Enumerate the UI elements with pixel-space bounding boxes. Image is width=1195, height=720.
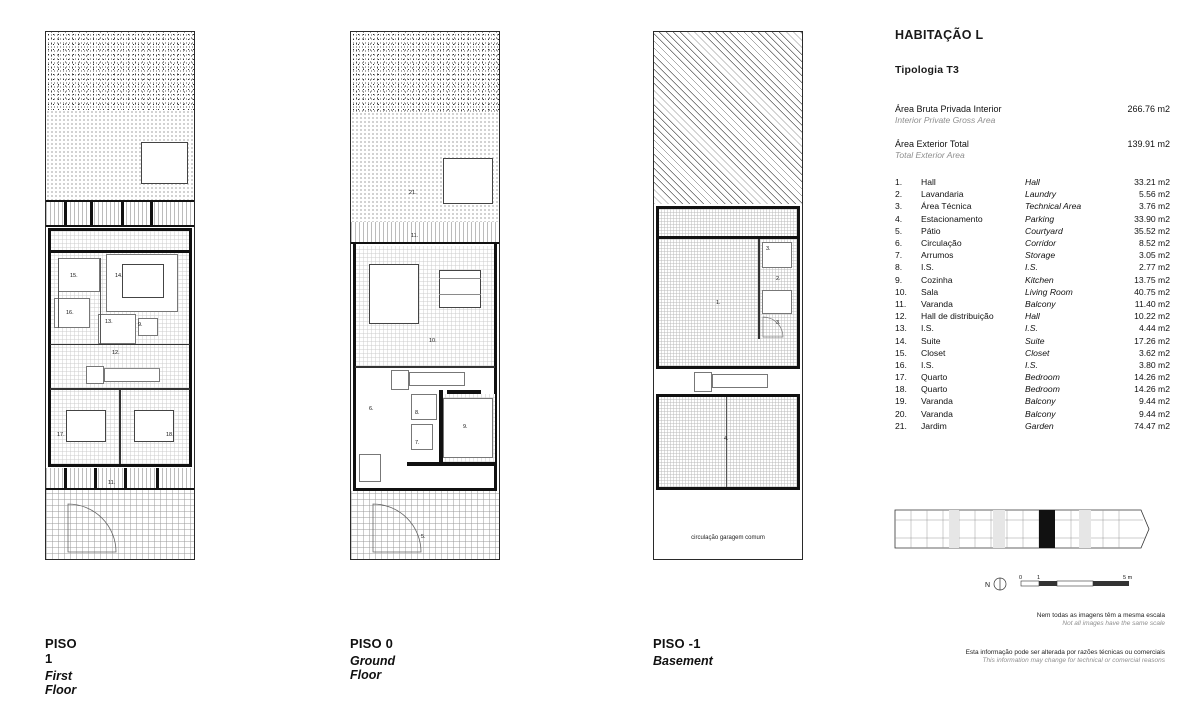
- summary-label-pt: Área Bruta Privada Interior: [895, 104, 1002, 114]
- summary-label-en: Total Exterior Area: [895, 150, 965, 160]
- wall: [407, 462, 495, 466]
- room-area: 9.44 m2: [1138, 396, 1170, 407]
- room-index: 7.: [895, 250, 903, 261]
- room-index: 9.: [895, 274, 903, 285]
- garden-structure: [443, 158, 493, 204]
- room-index: 6.: [895, 238, 903, 249]
- room-wc: [411, 394, 437, 420]
- room-name-en: I.S.: [1025, 323, 1038, 334]
- wall: [121, 202, 124, 225]
- table-row: [895, 371, 1170, 383]
- summary-value: 266.76 m2: [1127, 104, 1170, 114]
- wall: [656, 397, 659, 489]
- plan-drawing-ground-floor: [350, 31, 500, 560]
- room-number: 3.: [766, 246, 771, 252]
- room-index: 20.: [895, 408, 907, 419]
- room-area: 3.05 m2: [1138, 250, 1170, 261]
- room-name-pt: Quarto: [921, 384, 948, 395]
- room-area: 8.52 m2: [1138, 238, 1170, 249]
- wall: [156, 468, 159, 489]
- wall: [48, 250, 192, 253]
- balcony-11: [46, 468, 194, 490]
- summary-value: 139.91 m2: [1127, 139, 1170, 149]
- door-swing-icon: [371, 502, 423, 554]
- room-area: 5.56 m2: [1138, 189, 1170, 200]
- room-number: 7.: [415, 440, 420, 446]
- room-area: 3.62 m2: [1138, 347, 1170, 358]
- basement-note: circulação garagem comum: [691, 535, 765, 541]
- wall: [189, 230, 192, 466]
- wall: [90, 202, 93, 225]
- dining-table: [439, 270, 481, 308]
- tree-texture: [351, 32, 499, 112]
- room-name-pt: Circulação: [921, 238, 962, 249]
- room-name-pt: Varanda: [921, 408, 953, 419]
- room-name-pt: Varanda: [921, 298, 953, 309]
- table-row: [895, 249, 1170, 261]
- room-name-pt: Jardim: [921, 420, 947, 431]
- room-name-pt: Suite: [921, 335, 941, 346]
- tree-texture: [46, 32, 194, 110]
- room-name-pt: Varanda: [921, 396, 953, 407]
- room-index: 13.: [895, 323, 907, 334]
- wall: [656, 366, 800, 369]
- wall: [119, 388, 121, 464]
- room-area: 14.26 m2: [1134, 384, 1170, 395]
- hatched-area: [654, 32, 802, 204]
- room-name-en: Courtyard: [1025, 225, 1063, 236]
- balcony-11: [351, 222, 499, 244]
- table-row: [895, 225, 1170, 237]
- stair: [104, 368, 160, 382]
- room-name-en: Parking: [1025, 213, 1055, 224]
- stair: [409, 372, 465, 386]
- room-name-pt: Estacionamento: [921, 213, 983, 224]
- wall: [797, 397, 800, 489]
- table-row: [895, 395, 1170, 407]
- room-number: 18.: [166, 432, 174, 438]
- room-number: 11.: [411, 233, 419, 239]
- room-name-en: I.S.: [1025, 262, 1038, 273]
- footnotes: [893, 612, 1165, 664]
- room-bathroom-13: [98, 314, 136, 344]
- wall: [46, 200, 194, 202]
- room-name-pt: Sala: [921, 286, 939, 297]
- room-index: 5.: [895, 225, 903, 236]
- note-disclaimer-en: This information may change for technical or comercial reasons: [982, 657, 1165, 664]
- room-area: 4.44 m2: [1138, 323, 1170, 334]
- room-number: 13.: [105, 319, 113, 325]
- room-name-pt: Pátio: [921, 225, 941, 236]
- room-number: 3.: [776, 320, 781, 326]
- room-number: 17.: [57, 432, 65, 438]
- table-row: [895, 383, 1170, 395]
- room-name-en: Technical Area: [1025, 201, 1082, 212]
- room-name-pt: Hall: [921, 177, 936, 188]
- wall: [797, 209, 800, 366]
- summary-row-interior-area: [895, 104, 1170, 125]
- room-index: 8.: [895, 262, 903, 273]
- room-index: 14.: [895, 335, 907, 346]
- wall: [656, 209, 659, 366]
- table-row: [895, 334, 1170, 346]
- room-index: 17.: [895, 372, 907, 383]
- site-key-plan-svg: [893, 502, 1151, 555]
- room-area: 33.21 m2: [1134, 177, 1170, 188]
- bed: [122, 264, 164, 298]
- door-swing-icon: [762, 316, 784, 338]
- room-index: 4.: [895, 213, 903, 224]
- room-index: 21.: [895, 420, 907, 431]
- typology-subtitle: Tipologia T3: [895, 64, 960, 76]
- wall: [46, 225, 194, 227]
- room-area: 3.80 m2: [1138, 359, 1170, 370]
- summary-label-pt: Área Exterior Total: [895, 139, 969, 149]
- room-number: 5.: [421, 534, 426, 540]
- room-name-en: Bedroom: [1025, 384, 1060, 395]
- plan-label-pt: PISO 0: [350, 636, 394, 651]
- room-name-pt: Closet: [921, 347, 946, 358]
- stair-landing: [86, 366, 104, 384]
- table-row: [895, 274, 1170, 286]
- wall: [355, 366, 495, 368]
- sofa-group: [369, 264, 419, 324]
- table-line: [439, 278, 481, 279]
- room-name-en: Laundry: [1025, 189, 1057, 200]
- partition: [58, 258, 59, 328]
- door-swing-icon: [66, 502, 118, 554]
- stair-landing: [694, 372, 712, 392]
- note-scale: [893, 612, 1165, 627]
- room-name-pt: I.S.: [921, 262, 934, 273]
- plan-label-en: First Floor: [45, 669, 77, 697]
- table-row: [895, 322, 1170, 334]
- room-area: 17.26 m2: [1134, 335, 1170, 346]
- entry: [359, 454, 381, 482]
- room-number: 10.: [429, 338, 437, 344]
- wall: [353, 244, 356, 492]
- balcony-19: [46, 202, 194, 226]
- plan-label-pt: PISO -1: [653, 636, 701, 651]
- plan-drawing-basement: [653, 31, 803, 560]
- room-name-pt: Cozinha: [921, 274, 953, 285]
- wall: [656, 236, 800, 239]
- page-title: HABITAÇÃO L: [895, 28, 984, 42]
- room-area: 40.75 m2: [1134, 286, 1170, 297]
- wall: [50, 344, 190, 345]
- room-name-pt: Hall de distribuição: [921, 311, 994, 322]
- room-number: 6.: [369, 406, 374, 412]
- scale-tick-0: 0: [1019, 575, 1023, 581]
- table-row: [895, 188, 1170, 200]
- note-scale-pt: Nem todas as imagens têm a mesma escala: [1036, 612, 1165, 619]
- room-name-en: Living Room: [1025, 286, 1073, 297]
- wall: [656, 487, 800, 490]
- wall: [124, 468, 127, 489]
- garden-structure: [141, 142, 188, 184]
- room-number: 1.: [716, 300, 721, 306]
- parking-divider: [726, 397, 727, 487]
- plan-drawing-first-floor: [45, 31, 195, 560]
- caption-basement: [653, 636, 713, 668]
- room-index: 1.: [895, 177, 903, 188]
- plan-label-en: Basement: [653, 654, 713, 668]
- room-number: 8.: [415, 410, 420, 416]
- room-number: 21.: [409, 190, 417, 196]
- partition: [100, 258, 101, 344]
- room-area: 14.26 m2: [1134, 372, 1170, 383]
- wall: [439, 390, 443, 464]
- room-name-en: Bedroom: [1025, 372, 1060, 383]
- wall: [48, 228, 192, 231]
- caption-first-floor: [45, 636, 77, 697]
- room-name-en: Balcony: [1025, 396, 1056, 407]
- room-area: 33.90 m2: [1134, 213, 1170, 224]
- wall: [150, 202, 153, 225]
- table-row: [895, 286, 1170, 298]
- wall: [94, 468, 97, 489]
- room-name-en: Hall: [1025, 177, 1040, 188]
- room-name-en: Garden: [1025, 420, 1054, 431]
- stair-landing: [391, 370, 409, 390]
- wall: [351, 242, 499, 244]
- room-name-pt: I.S.: [921, 359, 934, 370]
- stair-line: [104, 368, 160, 369]
- room-index: 19.: [895, 396, 907, 407]
- room-area: 10.22 m2: [1134, 311, 1170, 322]
- room-name-en: I.S.: [1025, 359, 1038, 370]
- table-row: [895, 200, 1170, 212]
- note-disclaimer-pt: Esta informação pode ser alterada por razões técnicas ou comerciais: [965, 649, 1165, 656]
- room-name-en: Balcony: [1025, 298, 1056, 309]
- scale-bar-svg: [985, 575, 1165, 597]
- table-row: [895, 420, 1170, 432]
- room-number: 9.: [463, 424, 468, 430]
- basement-floor: [658, 209, 798, 366]
- room-index: 3.: [895, 201, 903, 212]
- stair: [712, 374, 768, 388]
- plan-label-pt: PISO 1: [45, 636, 77, 666]
- table-row: [895, 237, 1170, 249]
- table-row: [895, 298, 1170, 310]
- room-name-en: Storage: [1025, 250, 1056, 261]
- room-name-pt: I.S.: [921, 323, 934, 334]
- caption-ground-floor: [350, 636, 395, 682]
- table-row: [895, 310, 1170, 322]
- room-name-pt: Lavandaria: [921, 189, 964, 200]
- room-number: 16.: [66, 310, 74, 316]
- room-area: 11.40 m2: [1134, 298, 1170, 309]
- room-name-pt: Área Técnica: [921, 201, 972, 212]
- room-number: 2.: [776, 276, 781, 282]
- room-number: 12.: [112, 350, 120, 356]
- wall: [48, 464, 192, 467]
- room-index: 2.: [895, 189, 903, 200]
- summary-row-exterior-area: [895, 139, 1170, 160]
- table-row: [895, 261, 1170, 273]
- room-index: 16.: [895, 359, 907, 370]
- summary-label-en: Interior Private Gross Area: [895, 115, 996, 125]
- room-number: 11.: [108, 480, 116, 486]
- room-name-pt: Arrumos: [921, 250, 954, 261]
- scale-and-north: [985, 575, 1165, 597]
- table-row: [895, 347, 1170, 359]
- kitchen-units: [443, 398, 493, 458]
- room-number: 9.: [138, 322, 143, 328]
- note-scale-en: Not all images have the same scale: [1062, 620, 1165, 627]
- room-area: 2.77 m2: [1138, 262, 1170, 273]
- room-laundry: [762, 290, 792, 314]
- note-disclaimer: [893, 649, 1165, 664]
- room-schedule-table: [895, 176, 1170, 432]
- room-index: 12.: [895, 311, 907, 322]
- wall: [64, 468, 67, 489]
- table-row: [895, 359, 1170, 371]
- room-name-pt: Quarto: [921, 372, 948, 383]
- table-row: [895, 213, 1170, 225]
- parking-floor: [658, 397, 798, 487]
- room-storage: [411, 424, 433, 450]
- room-index: 11.: [895, 298, 907, 309]
- scale-tick-5: 5 m: [1123, 575, 1133, 581]
- wall: [758, 239, 760, 339]
- room-name-en: Kitchen: [1025, 274, 1054, 285]
- room-index: 18.: [895, 384, 907, 395]
- wall: [64, 202, 67, 225]
- room-name-en: Balcony: [1025, 408, 1056, 419]
- room-name-en: Corridor: [1025, 238, 1057, 249]
- north-label: N: [985, 582, 991, 589]
- table-row: [895, 408, 1170, 420]
- room-area: 35.52 m2: [1134, 225, 1170, 236]
- plan-label-en: Ground Floor: [350, 654, 396, 682]
- table-line: [439, 294, 481, 295]
- table-row: [895, 176, 1170, 188]
- room-area: 13.75 m2: [1134, 274, 1170, 285]
- room-area: 74.47 m2: [1134, 420, 1170, 431]
- room-number: 15.: [70, 273, 78, 279]
- room-name-en: Suite: [1025, 335, 1045, 346]
- scale-tick-1: 1: [1037, 575, 1041, 581]
- room-area: 9.44 m2: [1138, 408, 1170, 419]
- info-panel: [895, 28, 1170, 432]
- site-key-plan: [893, 502, 1151, 555]
- room-index: 15.: [895, 347, 907, 358]
- room-name-en: Hall: [1025, 311, 1040, 322]
- room-number: 14.: [115, 273, 123, 279]
- wall: [48, 230, 51, 466]
- room-name-en: Closet: [1025, 347, 1050, 358]
- room-number: 4.: [724, 436, 729, 442]
- room-area: 3.76 m2: [1138, 201, 1170, 212]
- bed: [66, 410, 106, 442]
- room-closet: [58, 258, 100, 292]
- room-index: 10.: [895, 286, 907, 297]
